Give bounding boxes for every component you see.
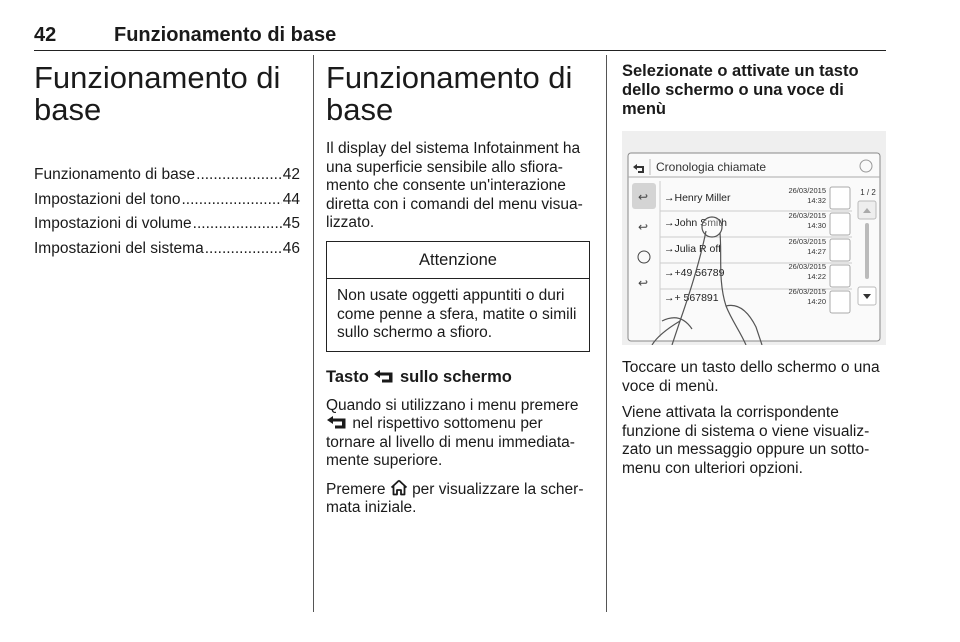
toc-column [34,62,300,264]
svg-text:26/03/2015: 26/03/2015 [788,287,826,296]
content-column [622,62,886,486]
svg-text:14:30: 14:30 [807,221,826,230]
svg-text:14:27: 14:27 [807,247,826,256]
running-title: Funzionamento di base [114,24,337,46]
svg-text:14:20: 14:20 [807,297,826,306]
toc-entry[interactable] [34,215,300,234]
svg-text:26/03/2015: 26/03/2015 [788,262,826,271]
chapter-title: Funzionamento di base [34,60,281,127]
section-heading: Selezionate o attivate un tasto dello schermo o una voce di menù [622,62,859,118]
phone-icon[interactable]: ↩ [638,220,649,234]
warning-box [326,241,590,352]
section-title: Funzionamento di base [326,60,573,127]
svg-text:14:32: 14:32 [807,196,826,205]
back-arrow-icon [373,369,395,383]
page-number: 42 [34,24,57,46]
phone-icon[interactable]: ↩ [638,276,649,290]
toc-entry[interactable] [34,166,300,185]
call-button[interactable] [830,187,850,209]
toc-page: 42 [282,166,300,183]
toc-label: Impostazioni del sistema [34,239,204,257]
infotainment-screenshot [622,131,886,345]
svg-text:14:22: 14:22 [807,272,826,281]
toc-page: 46 [282,239,300,257]
svg-text:→+ 567891: →+ 567891 [664,292,719,304]
content-column [326,62,590,526]
back-paragraph: Quando si utilizzano i menu premere nel rispettivo sottomenu per tornare al livello di menu immediata-mente superiore. [326,396,579,469]
svg-text:→+49 56789: →+49 56789 [664,267,725,279]
touch-paragraph: Toccare un tasto dello schermo o una voce di menù. [622,359,880,395]
svg-text:26/03/2015: 26/03/2015 [788,237,826,246]
page-indicator: 1 / 2 [860,188,876,197]
scrollbar[interactable] [865,223,869,279]
home-icon [390,479,408,496]
home-paragraph: Premere per visualizzare la scher-mata iniziale. [326,480,584,516]
svg-text:→Julia R off: →Julia R off [664,243,721,255]
page-header [34,20,886,51]
subheading: Tasto sullo schermo [326,367,512,386]
toc-label: Impostazioni del tono [34,190,181,208]
warning-body: Non usate oggetti appuntiti o duri come penne a sfera, matite o simili sullo schermo a sfioro. [337,287,577,341]
svg-text:26/03/2015: 26/03/2015 [788,211,826,220]
toc-entry[interactable] [34,191,300,210]
svg-text:26/03/2015: 26/03/2015 [788,186,826,195]
svg-text:→Henry Miller: →Henry Miller [664,192,731,204]
toc-label: Funzionamento di base [34,166,196,183]
back-arrow-icon [326,415,348,429]
call-button[interactable] [830,265,850,287]
call-button[interactable] [830,291,850,313]
toc-page: 44 [282,190,300,208]
column-divider [606,55,607,612]
recent-calls-icon: ↩ [638,190,649,204]
svg-text:→John Smith: →John Smith [664,217,728,229]
toc-label: Impostazioni di volume [34,215,192,232]
column-divider [313,55,314,612]
toc-page: 45 [282,215,300,232]
intro-paragraph: Il display del sistema Infotainment ha una superficie sensibile allo sfiora-mento che consente un'interazione diretta con i comandi del menu visua-lizzato. [326,140,583,231]
screen-title: Cronologia chiamate [656,160,767,174]
warning-heading: Attenzione [327,242,589,280]
toc-entry[interactable] [34,240,300,259]
call-button[interactable] [830,213,850,235]
result-paragraph: Viene attivata la corrispondente funzione di sistema o viene visualiz-zato un messaggio oppure un sotto-menu con ulteriori opzioni. [622,404,870,477]
call-button[interactable] [830,239,850,261]
